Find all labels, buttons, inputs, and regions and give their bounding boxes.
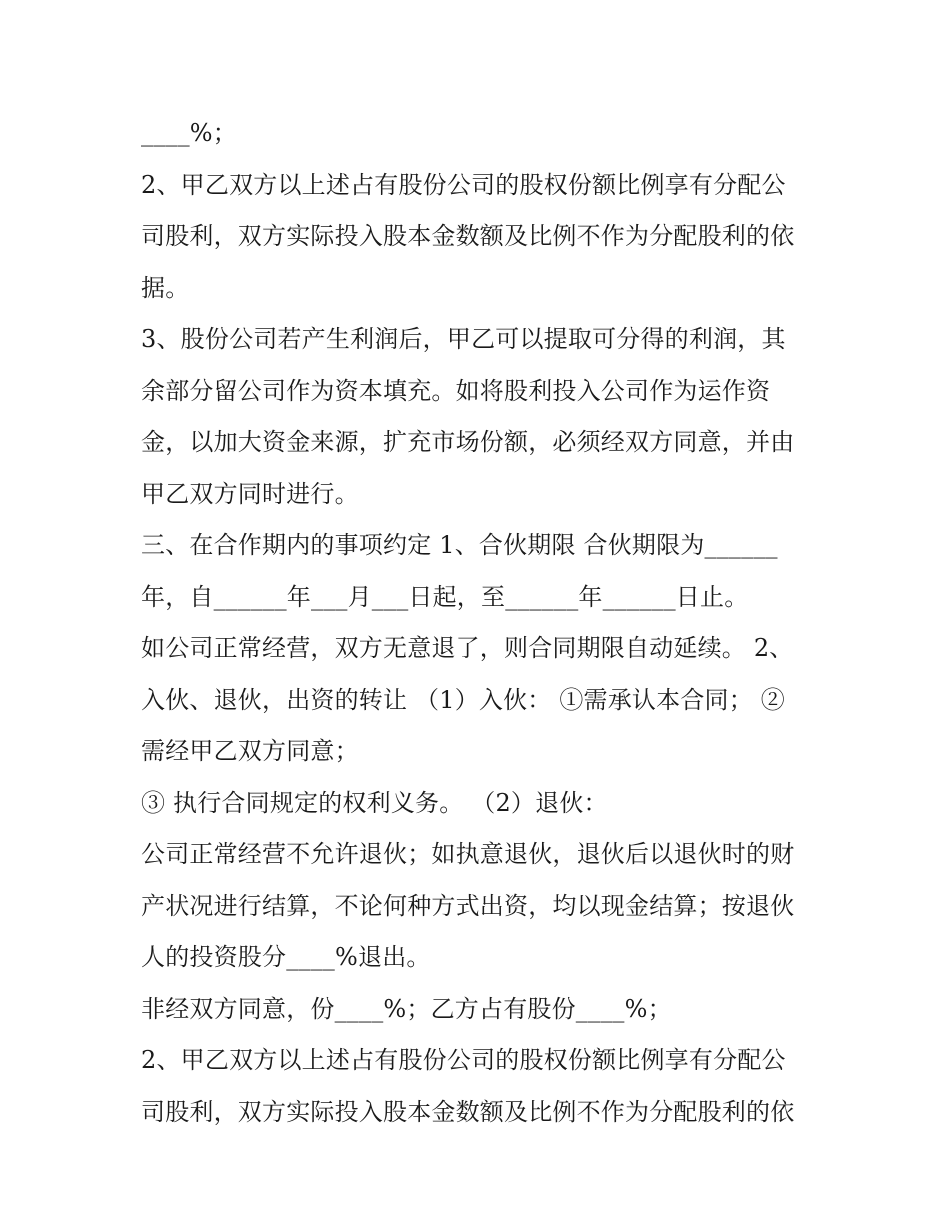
text-line-6: 余部分留公司作为资本填充。如将股利投入公司作为运作资 [141,376,771,405]
text-line-1: ____%； [141,119,238,147]
text-line-12: 入伙、退伙，出资的转让 （1）入伙： ①需承认本合同； ② [141,685,785,714]
text-line-13: 需经甲乙双方同意； [141,737,359,765]
text-line-9: 三、在合作期内的事项约定 1、合伙期限 合伙期限为______ [141,531,778,559]
text-line-2: 2、甲乙双方以上述占有股份公司的股权份额比例享有分配公 [141,170,786,199]
text-line-5: 3、股份公司若产生利润后，甲乙可以提取可分得的利润，其 [141,325,786,353]
document-body [141,108,821,1138]
text-line-10: 年，自______年___月___日起，至______年______日止。 [141,582,749,611]
text-line-19: 2、甲乙双方以上述占有股份公司的股权份额比例享有分配公 [141,1046,786,1074]
text-line-16: 产状况进行结算，不论何种方式出资，均以现金结算；按退伙 [141,891,795,920]
text-line-17: 人的投资股分____%退出。 [141,943,431,971]
text-line-14: ③ 执行合同规定的权利义务。 （2）退伙： [141,788,608,817]
text-line-4: 据。 [141,273,190,302]
text-line-11: 如公司正常经营，双方无意退了，则合同期限自动延续。 2、 [141,634,794,662]
text-line-8: 甲乙双方同时进行。 [141,479,359,508]
text-line-20: 司股利，双方实际投入股本金数额及比例不作为分配股利的依 [141,1097,795,1126]
text-line-7: 金，以加大资金来源，扩充市场份额，必须经双方同意，并由 [141,428,795,456]
text-line-18: 非经双方同意，份____%；乙方占有股份____%； [141,994,672,1023]
text-line-15: 公司正常经营不允许退伙；如执意退伙，退伙后以退伙时的财 [141,840,795,868]
text-line-3: 司股利，双方实际投入股本金数额及比例不作为分配股利的依 [141,222,795,250]
